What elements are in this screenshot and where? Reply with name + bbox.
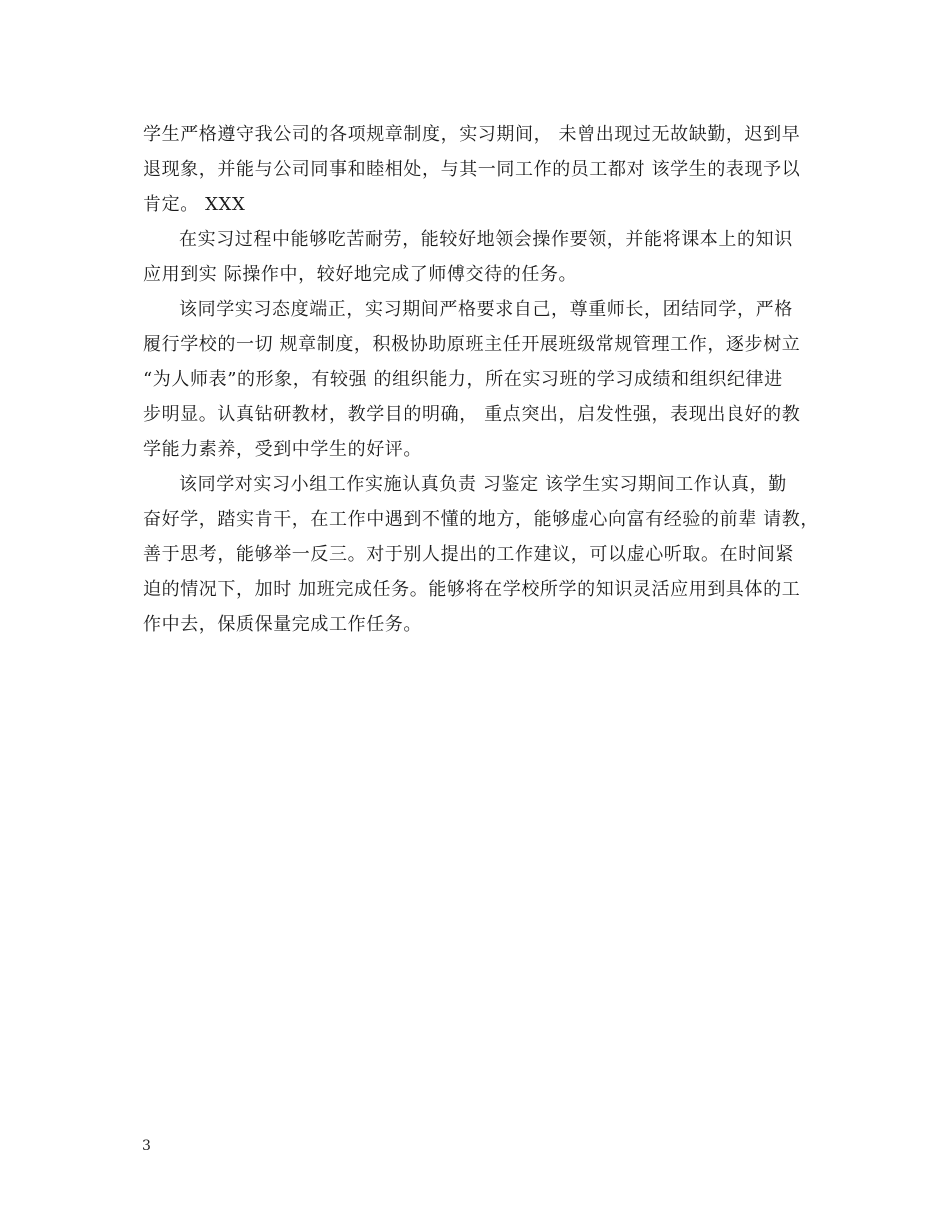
text-line: 奋好学，踏实肯干，在工作中遇到不懂的地方，能够虚心向富有经验的前辈 请教，	[143, 509, 819, 530]
paragraph-2	[143, 222, 813, 292]
text-line: 履行学校的一切 规章制度，积极协助原班主任开展班级常规管理工作，逐步树立	[143, 334, 801, 355]
text-line: 迫的情况下，加时 加班完成任务。能够将在学校所学的知识灵活应用到具体的工	[143, 579, 801, 600]
text-line: 学生严格遵守我公司的各项规章制度，实习期间， 未曾出现过无故缺勤，迟到早	[143, 124, 801, 145]
paragraph-3	[143, 292, 813, 467]
text-line: 学能力素养，受到中学生的好评。	[143, 439, 422, 460]
text-line: 肯定。 XXX	[143, 194, 246, 215]
text-line: 该同学对实习小组工作实施认真负责 习鉴定 该学生实习期间工作认真，勤	[179, 474, 787, 495]
paragraph-4	[143, 467, 819, 642]
text-line: 在实习过程中能够吃苦耐劳，能较好地领会操作要领，并能将课本上的知识	[179, 229, 793, 250]
page-number: 3	[142, 1138, 151, 1154]
text-line: 该同学实习态度端正，实习期间严格要求自己，尊重师长，团结同学，严格	[179, 299, 793, 320]
paragraph-1	[143, 117, 813, 222]
document-body	[143, 117, 819, 642]
text-line: 步明显。认真钻研教材，教学目的明确， 重点突出，启发性强，表现出良好的教	[143, 404, 801, 425]
text-line: 应用到实 际操作中，较好地完成了师傅交待的任务。	[143, 264, 578, 285]
text-line: “为人师表”的形象，有较强 的组织能力，所在实习班的学习成绩和组织纪律进	[143, 369, 783, 390]
text-line: 作中去，保质保量完成工作任务。	[143, 614, 422, 635]
text-line: 善于思考，能够举一反三。对于别人提出的工作建议，可以虚心听取。在时间紧	[143, 544, 794, 565]
text-line: 退现象，并能与公司同事和睦相处，与其一同工作的员工都对 该学生的表现予以	[143, 159, 801, 180]
